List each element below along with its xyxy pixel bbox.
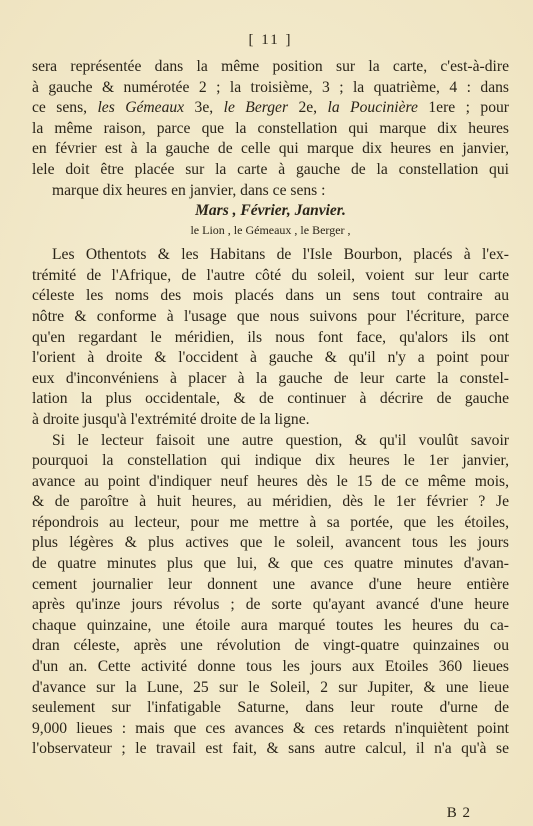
text-line: l'observateur ; le travail est fait, & sans autre calcul, il n'a qu'à se — [32, 740, 509, 758]
constellation-gemeaux: les Gémeaux — [97, 99, 185, 117]
text-line: à gauche & numérotée 2 ; la troisième, 3 ; la quatrième, 4 : dans — [32, 78, 509, 96]
text-line: chaque quinzaine, une étoile aura marqué toutes les heures du ca- — [32, 616, 509, 634]
text-line: la même raison, parce que la constellation qui marque dix heures — [32, 119, 509, 137]
text-line: après qu'inze jours révolus ; de sorte qu'ayant avancé d'une heure — [32, 596, 509, 614]
text-line: lele doit être placée sur la carte à gauche de la constellation qui — [32, 160, 509, 178]
text-line: cement journalier leur donnent une avance d'une heure entière — [32, 575, 509, 593]
constellation-pouciniere: la Poucinière — [327, 99, 418, 117]
text-line: d'un an. Cette activité donne tous les jours aux Etoiles 360 lieues — [32, 658, 509, 676]
text-line: plus légères & plus actives que le soleil, avancent tous les jours — [32, 534, 509, 552]
text-line: Si le lecteur faisoit une autre question, & qu'il voulût savoir — [52, 431, 509, 449]
text-line: dran céleste, après une révolution de vingt-quatre quinzaines ou — [32, 637, 509, 655]
text-line: céleste les noms des mois placés dans un sens tout contraire au — [32, 287, 509, 305]
text-line: marque dix heures en janvier, dans ce sens : — [52, 181, 326, 199]
text-line: eux d'inconvéniens à placer à la gauche de leur carte la constel- — [32, 369, 509, 387]
text-line-gemeaux — [32, 98, 509, 119]
text-line: d'avance sur la Lune, 25 sur le Soleil, 2 sur Jupiter, & une lieue — [32, 678, 509, 696]
text-line: en février est à la gauche de celle qui marque dix heures en janvier, — [32, 140, 509, 158]
text-line: Les Othentots & les Habitans de l'Isle Bourbon, placés à l'ex- — [52, 246, 509, 264]
text-line: trémité de l'Afrique, de l'autre côté du soleil, voient sur leur carte — [32, 266, 509, 284]
text-line: seulement sur l'infatigable Saturne, dans leur route d'urne de — [32, 699, 509, 717]
text-line: à droite jusqu'à l'extrémité droite de la ligne. — [32, 410, 310, 428]
text-line: l'orient à droite & l'occident à gauche & qu'il n'y a point pour — [32, 349, 509, 367]
text-line: & de paroître à huit heures, au méridien, dès le 1er février ? Je — [32, 493, 509, 511]
text-line: de quatre minutes plus que lui, & que ces quatre minutes d'avan- — [32, 555, 509, 573]
text-line: 9,000 lieues : mais que ces avances & ces retards n'inquiètent point — [32, 719, 509, 737]
month-list: Mars , Février, Janvier. — [195, 202, 346, 220]
text-line: répondrois au lecteur, pour me mettre à sa portée, que les étoiles, — [32, 513, 509, 531]
text-segment: ce sens, — [32, 99, 98, 117]
paragraph-othentots — [32, 245, 509, 430]
paragraph-lecteur — [32, 431, 509, 761]
text-line: qu'en regardant le méridien, ils nous font face, qu'alors ils ont — [32, 328, 509, 346]
text-line: nôtre & conforme à l'usage que nous suivons pour l'écriture, parce — [32, 307, 509, 325]
text-segment: 3e, — [184, 99, 224, 117]
text-line: sera représentée dans la même position sur la carte, c'est-à-dire — [32, 58, 509, 75]
text-line: lation la plus occidentale, & de continuer à décrire de gauche — [32, 390, 509, 408]
sign-list: le Lion , le Gémeaux , le Berger , — [190, 223, 351, 238]
page-number: [ 11 ] — [248, 32, 293, 48]
text-segment: 2e, — [288, 99, 328, 117]
text-line: pourquoi la constellation qui indique dix heures le 1er janvier, — [32, 452, 509, 470]
text-line: avance au point d'indiquer neuf heures dès le 15 de ce même mois, — [32, 472, 509, 490]
signature-mark: B 2 — [446, 805, 471, 821]
constellation-berger: le Berger — [223, 99, 289, 117]
text-segment: 1ere ; pour — [417, 99, 509, 117]
